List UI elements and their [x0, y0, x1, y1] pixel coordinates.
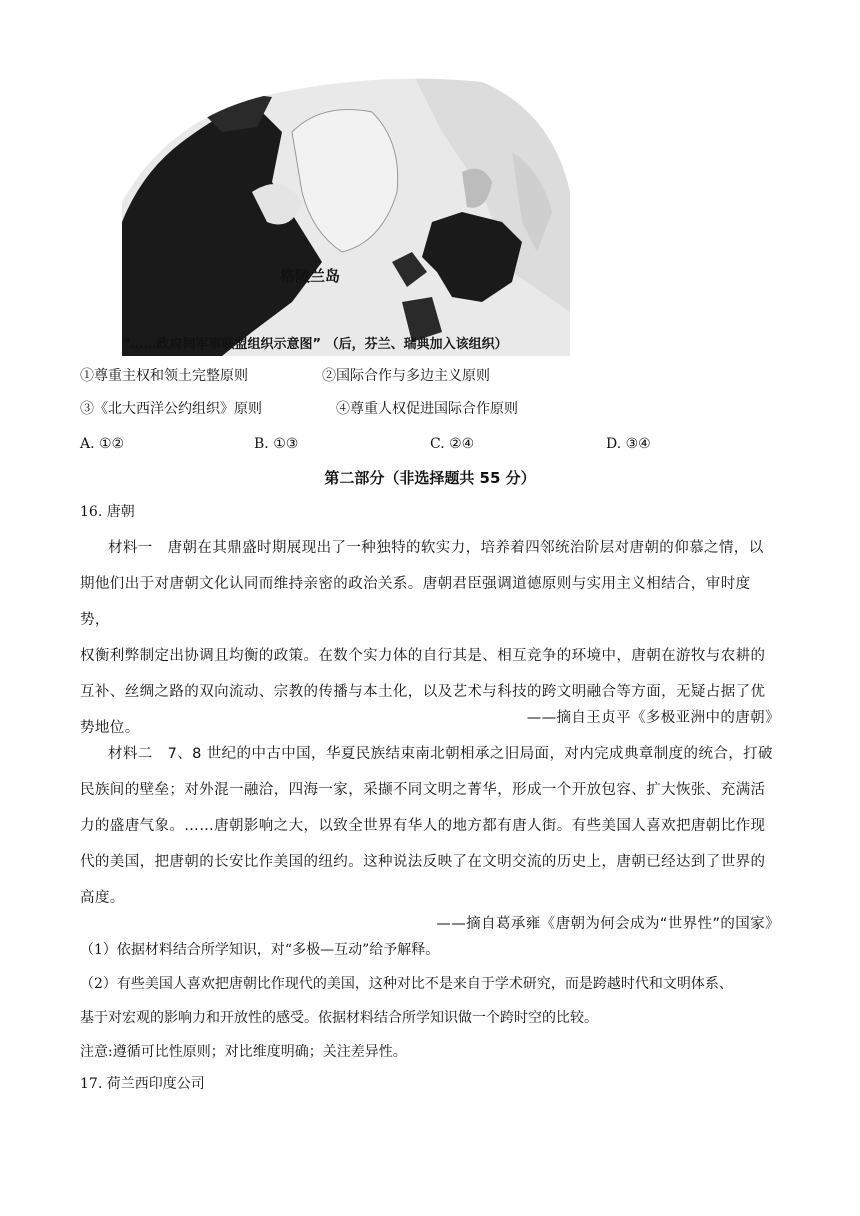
m1-line-3: 权衡利弊制定出协调且均衡的政策。在数个实力体的自行其是、相互竞争的环境中，唐朝在游牧与农耕的: [80, 648, 766, 664]
greenland-label: 格陵兰岛: [280, 267, 341, 285]
statement-3: ③《北大西洋公约组织》原则: [80, 401, 262, 417]
q16-heading: 16. 唐朝: [80, 504, 135, 520]
m1-line-2: 期他们出于对唐朝文化认同而维持亲密的政治关系。唐朝君臣强调道德原则与实用主义相结合，审时度势，: [80, 576, 751, 628]
map-caption: “……政府间军事联盟组织示意图” （后，芬兰、瑞典加入该组织）: [122, 337, 508, 352]
statement-4: ④尊重人权促进国际合作原则: [336, 401, 518, 417]
m1-line-1: 材料一 唐朝在其鼎盛时期展现出了一种独特的软实力，培养着四邻统治阶层对唐朝的仰慕之情，以: [108, 540, 764, 556]
q16-question-2: （2）有些美国人喜欢把唐朝比作现代的美国，这种对比不是来自于学术研究，而是跨越时代和文明体系、: [80, 976, 733, 992]
q16-material-2: [80, 736, 780, 916]
statement-1: ①尊重主权和领土完整原则: [80, 368, 248, 384]
nato-map-image: [82, 72, 570, 356]
choice-c: C. ②④: [430, 436, 475, 452]
m1-source: ——摘自王贞平《多极亚洲中的唐朝》: [526, 710, 780, 726]
q17-heading: 17. 荷兰西印度公司: [80, 1076, 205, 1092]
m2-line-5: 高度。: [80, 890, 125, 906]
m2-line-3: 力的盛唐气象。……唐朝影响之大，以致全世界有华人的地方都有唐人街。有些美国人喜欢把唐朝比作现: [80, 818, 766, 834]
q16-question-2-cont: 基于对宏观的影响力和开放性的感受。依据材料结合所学知识做一个跨时空的比较。: [80, 1010, 598, 1026]
q16-question-1: （1）依据材料结合所学知识，对“多极—互动”给予解释。: [80, 942, 440, 958]
m2-line-2: 民族间的壁垒；对外混一融洽，四海一家，采撷不同文明之菁华，形成一个开放包容、扩大恢张、充满活: [80, 782, 766, 798]
m2-source: ——摘自葛承雍《唐朝为何会成为“世界性”的国家》: [436, 916, 780, 932]
m1-line-5: 势地位。: [80, 720, 140, 736]
choice-a: A. ①②: [80, 436, 125, 452]
section-title: 第二部分（非选择题共 55 分）: [324, 469, 536, 487]
choice-d: D. ③④: [606, 436, 651, 452]
map-graphic: [82, 72, 570, 356]
m1-line-4: 互补、丝绸之路的双向流动、宗教的传播与本土化，以及艺术与科技的跨文明融合等方面，无疑占据了优: [80, 684, 766, 700]
m2-line-4: 代的美国，把唐朝的长安比作美国的纽约。这种说法反映了在文明交流的历史上，唐朝已经达到了世界的: [80, 854, 766, 870]
q16-note: 注意:遵循可比性原则；对比维度明确；关注差异性。: [80, 1044, 407, 1060]
m2-line-1: 材料二 7、8 世纪的中古中国，华夏民族结束南北朝相承之旧局面，对内完成典章制度的统合，打破: [108, 746, 773, 762]
statement-2: ②国际合作与多边主义原则: [322, 368, 490, 384]
choice-b: B. ①③: [254, 436, 299, 452]
